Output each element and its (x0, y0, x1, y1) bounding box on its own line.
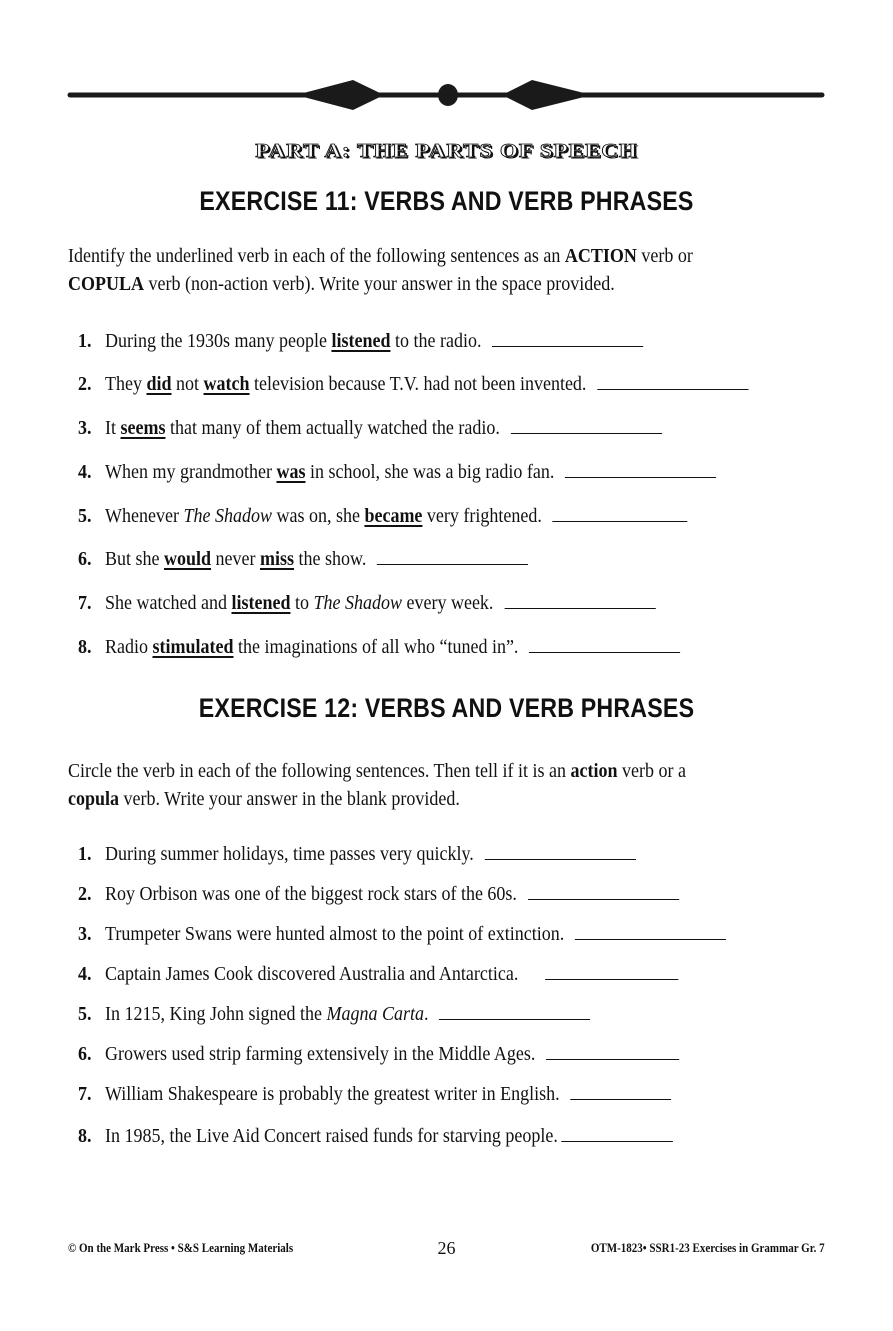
sentence-text: Captain James Cook discovered Australia and Antarctica. (105, 963, 519, 985)
sentence-text: that many of them actually watched the radio. (165, 417, 500, 439)
exercise-12-title: EXERCISE 12: VERBS AND VERB PHRASES (198, 693, 695, 723)
ex12-item-5 (78, 1003, 590, 1026)
ex12-item-7 (78, 1083, 671, 1106)
sentence-text: television because T.V. had not been invented. (249, 373, 587, 395)
ex11-item-7 (78, 592, 655, 615)
instruction-text: verb or (636, 245, 693, 267)
underlined-verb: miss (260, 548, 295, 570)
sentence-text: Trumpeter Swans were hunted almost to the point of extinction. (105, 923, 565, 945)
answer-blank[interactable] (575, 923, 726, 940)
underlined-verb: would (164, 548, 212, 570)
sentence-text: In 1215, King John signed the (105, 1003, 327, 1025)
underlined-verb: listened (231, 592, 291, 614)
underlined-verb: stimulated (152, 636, 234, 658)
footer-product-code: OTM-1823• SSR1-23 Exercises in Grammar Gr. 7 (591, 1241, 825, 1255)
instruction-text: Circle the verb in each of the following sentences. Then tell if it is an (68, 760, 571, 782)
sentence-text: to the radio. (390, 330, 482, 352)
underlined-verb: watch (203, 373, 250, 395)
page-number: 26 (437, 1238, 456, 1258)
sentence-text: She watched and (105, 592, 232, 614)
item-number: 3. (78, 923, 92, 945)
sentence-text: not (171, 373, 204, 395)
item-number: 5. (78, 1003, 92, 1025)
answer-blank[interactable] (565, 461, 716, 478)
answer-blank[interactable] (377, 548, 528, 565)
answer-blank[interactable] (597, 373, 748, 390)
ex11-item-1 (78, 330, 643, 353)
sentence-text: But she (105, 548, 165, 570)
italic-title: The Shadow (313, 592, 402, 614)
ex12-item-3 (78, 923, 726, 946)
instruction-text: Identify the underlined verb in each of the following sentences as an (68, 245, 565, 267)
exercise-11-title: EXERCISE 11: VERBS AND VERB PHRASES (199, 186, 694, 216)
answer-blank[interactable] (546, 1043, 679, 1060)
sentence-text: Growers used strip farming extensively in the Middle Ages. (105, 1043, 536, 1065)
sentence-text: During summer holidays, time passes very quickly. (105, 843, 474, 865)
ex12-item-4 (78, 963, 679, 986)
instruction-emphasis: ACTION (564, 245, 637, 267)
item-number: 4. (78, 963, 92, 985)
underlined-verb: seems (120, 417, 166, 439)
footer-copyright: © On the Mark Press • S&S Learning Materials (68, 1241, 294, 1255)
answer-blank[interactable] (485, 843, 636, 860)
item-number: 1. (78, 330, 92, 352)
ex12-item-8 (78, 1125, 673, 1148)
item-number: 7. (78, 1083, 92, 1105)
item-number: 2. (78, 373, 92, 395)
answer-blank[interactable] (553, 505, 688, 522)
answer-blank[interactable] (528, 883, 679, 900)
sentence-text: the imaginations of all who “tuned in”. (233, 636, 519, 658)
exercise-12-instructions (68, 757, 752, 813)
instruction-text: verb or a (617, 760, 686, 782)
item-number: 8. (78, 1125, 92, 1147)
item-number: 7. (78, 592, 92, 614)
sentence-text: In 1985, the Live Aid Concert raised funds for starving people. (105, 1125, 558, 1147)
underlined-verb: became (364, 505, 423, 527)
ex12-item-1 (78, 843, 636, 866)
item-number: 5. (78, 505, 92, 527)
sentence-text: Whenever (105, 505, 184, 527)
ex11-item-4 (78, 461, 716, 484)
instruction-text: verb. Write your answer in the blank provided. (119, 788, 460, 810)
sentence-text: was on, she (271, 505, 365, 527)
sentence-text: William Shakespeare is probably the greatest writer in English. (105, 1083, 560, 1105)
sentence-text: When my grandmother (105, 461, 277, 483)
answer-blank[interactable] (561, 1125, 673, 1142)
sentence-text: They (105, 373, 147, 395)
sentence-text: to (290, 592, 314, 614)
instruction-emphasis: COPULA (68, 273, 145, 295)
sentence-text: It (105, 417, 121, 439)
sentence-text: . (423, 1003, 429, 1025)
item-number: 8. (78, 636, 92, 658)
ex11-item-6 (78, 548, 528, 571)
item-number: 6. (78, 548, 92, 570)
answer-blank[interactable] (529, 636, 680, 653)
item-number: 1. (78, 843, 92, 865)
exercise-11-instructions (68, 242, 752, 298)
answer-blank[interactable] (511, 417, 662, 434)
instruction-text: verb (non-action verb). Write your answer in the space provided. (144, 273, 615, 295)
sentence-text: very frightened. (422, 505, 542, 527)
ex11-item-3 (78, 417, 662, 440)
item-number: 4. (78, 461, 92, 483)
sentence-text: every week. (401, 592, 494, 614)
sentence-text: in school, she was a big radio fan. (305, 461, 555, 483)
sentence-text: Radio (105, 636, 153, 658)
item-number: 3. (78, 417, 92, 439)
answer-blank[interactable] (492, 330, 643, 347)
answer-blank[interactable] (504, 592, 655, 609)
sentence-text: never (211, 548, 261, 570)
decorative-divider (66, 78, 826, 114)
ex11-item-2 (78, 373, 748, 396)
instruction-emphasis: action (570, 760, 618, 782)
underlined-verb: was (276, 461, 306, 483)
part-title: PART A: THE PARTS OF SPEECH (255, 139, 638, 162)
item-number: 6. (78, 1043, 92, 1065)
ex12-item-2 (78, 883, 679, 906)
ex11-item-8 (78, 636, 680, 659)
sentence-text: Roy Orbison was one of the biggest rock stars of the 60s. (105, 883, 517, 905)
italic-title: Magna Carta (326, 1003, 424, 1025)
answer-blank[interactable] (439, 1003, 590, 1020)
ex12-item-6 (78, 1043, 679, 1066)
underlined-verb: listened (331, 330, 391, 352)
sentence-text: the show. (294, 548, 367, 570)
item-number: 2. (78, 883, 92, 905)
instruction-emphasis: copula (68, 788, 120, 810)
answer-blank[interactable] (545, 963, 678, 980)
sentence-text: During the 1930s many people (105, 330, 332, 352)
ex11-item-5 (78, 505, 688, 528)
underlined-verb: did (146, 373, 172, 395)
italic-title: The Shadow (183, 505, 272, 527)
answer-blank[interactable] (570, 1083, 671, 1100)
